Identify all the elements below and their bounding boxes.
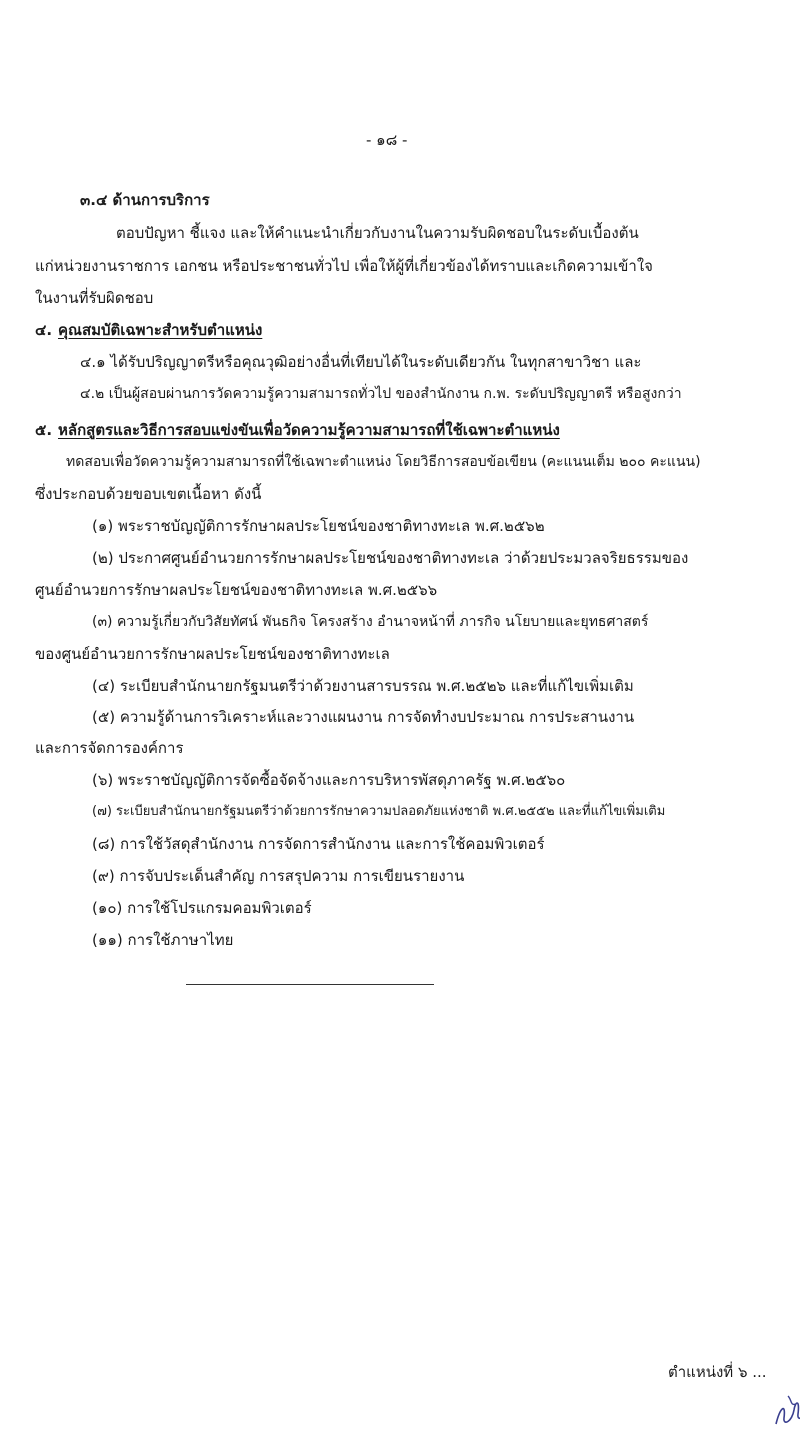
syllabus-item: (๘) การใช้วัสดุสำนักงาน การจัดการสำนักงาน และการใช้คอมพิวเตอร์ [92,835,545,853]
end-rule [186,984,434,985]
syllabus-item: (๑๐) การใช้โปรแกรมคอมพิวเตอร์ [92,899,312,917]
section-3-4-line: แก่หน่วยงานราชการ เอกชน หรือประชาชนทั่วไป เพื่อให้ผู้ที่เกี่ยวข้องได้ทราบและเกิดความเข้าใจ [35,257,653,275]
syllabus-item: (๒) ประกาศศูนย์อำนวยการรักษาผลประโยชน์ของชาติทางทะเล ว่าด้วยประมวลจริยธรรมของ [92,549,689,567]
syllabus-item: (๑) พระราชบัญญัติการรักษาผลประโยชน์ของชาติทางทะเล พ.ศ.๒๕๖๒ [92,517,545,535]
initials-signature [770,1388,800,1432]
section-5-intro: ซึ่งประกอบด้วยขอบเขตเนื้อหา ดังนี้ [35,485,262,503]
section-3-4-line: ตอบปัญหา ชี้แจง และให้คำแนะนำเกี่ยวกับงานในความรับผิดชอบในระดับเบื้องต้น [116,224,639,242]
section-3-4-line: ในงานที่รับผิดชอบ [35,289,154,307]
syllabus-item: (๓) ความรู้เกี่ยวกับวิสัยทัศน์ พันธกิจ โครงสร้าง อำนาจหน้าที่ ภารกิจ นโยบายและยุทธศาสตร์ [92,614,649,630]
syllabus-item: ของศูนย์อำนวยการรักษาผลประโยชน์ของชาติทางทะเล [35,645,390,663]
page-number: - ๑๘ - [366,131,408,149]
section-5-heading: หลักสูตรและวิธีการสอบแข่งขันเพื่อวัดความรู้ความสามารถที่ใช้เฉพาะตำแหน่ง [58,421,560,439]
section-3-4-heading: ๓.๔ ด้านการบริการ [80,191,210,209]
syllabus-item: และการจัดการองค์การ [35,739,184,757]
syllabus-item: (๑๑) การใช้ภาษาไทย [92,931,234,949]
section-4-number: ๔. [35,321,53,339]
continuation-text: ตำแหน่งที่ ๖ ... [668,1363,767,1381]
section-5-intro: ทดสอบเพื่อวัดความรู้ความสามารถที่ใช้เฉพาะตำแหน่ง โดยวิธีการสอบข้อเขียน (คะแนนเต็ม ๒๐๐ คะแนน) [66,454,701,470]
qualification-item: ๔.๑ ได้รับปริญญาตรีหรือคุณวุฒิอย่างอื่นที่เทียบได้ในระดับเดียวกัน ในทุกสาขาวิชา และ [80,353,642,371]
syllabus-item: (๗) ระเบียบสำนักนายกรัฐมนตรีว่าด้วยการรักษาความปลอดภัยแห่งชาติ พ.ศ.๒๕๕๒ และที่แก้ไขเพิ่มเติม [92,804,666,819]
syllabus-item: ศูนย์อำนวยการรักษาผลประโยชน์ของชาติทางทะเล พ.ศ.๒๕๖๖ [35,581,438,599]
syllabus-item: (๙) การจับประเด็นสำคัญ การสรุปความ การเขียนรายงาน [92,867,465,885]
section-4-heading: คุณสมบัติเฉพาะสำหรับตำแหน่ง [58,321,263,339]
syllabus-item: (๔) ระเบียบสำนักนายกรัฐมนตรีว่าด้วยงานสารบรรณ พ.ศ.๒๕๒๖ และที่แก้ไขเพิ่มเติม [92,677,634,695]
section-5-number: ๕. [35,421,53,439]
qualification-item: ๔.๒ เป็นผู้สอบผ่านการวัดความรู้ความสามารถทั่วไป ของสำนักงาน ก.พ. ระดับปริญญาตรี หรือสูงกว่า [80,386,682,402]
syllabus-item: (๕) ความรู้ด้านการวิเคราะห์และวางแผนงาน การจัดทำงบประมาณ การประสานงาน [92,708,635,726]
syllabus-item: (๖) พระราชบัญญัติการจัดซื้อจัดจ้างและการบริหารพัสดุภาครัฐ พ.ศ.๒๕๖๐ [92,771,566,789]
